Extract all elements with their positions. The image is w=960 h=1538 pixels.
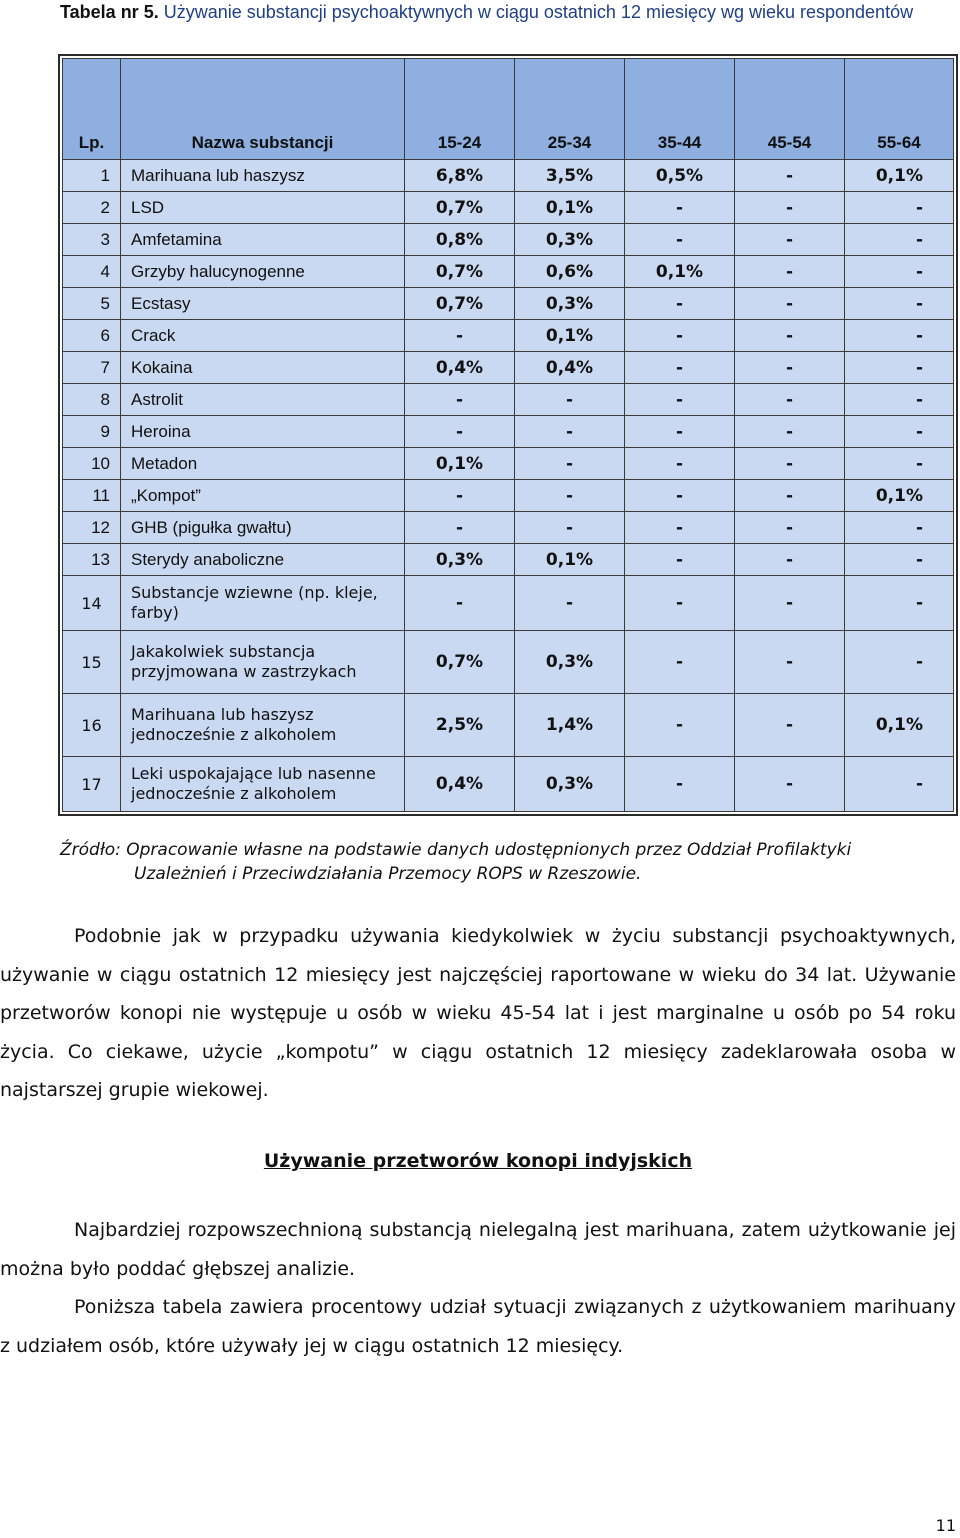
value-cell: - (405, 384, 515, 416)
value-cell: 0,1% (845, 480, 954, 512)
value-cell: 0,8% (405, 224, 515, 256)
table-row (63, 480, 954, 512)
row-number: 5 (63, 288, 121, 320)
value-cell: - (625, 288, 735, 320)
table-row (63, 576, 954, 631)
page-number: 11 (935, 1516, 956, 1535)
substance-name: Grzyby halucynogenne (121, 256, 405, 288)
row-number: 12 (63, 512, 121, 544)
value-cell: 0,6% (515, 256, 625, 288)
row-number: 2 (63, 192, 121, 224)
row-number: 16 (63, 694, 121, 757)
row-number: 8 (63, 384, 121, 416)
table-row (63, 224, 954, 256)
substance-name: „Kompot” (121, 480, 405, 512)
caption-label: Tabela nr 5. (60, 2, 159, 22)
row-number: 17 (63, 757, 121, 812)
value-cell: - (845, 757, 954, 812)
value-cell: - (625, 512, 735, 544)
column-header-5: 45-54 (735, 59, 845, 160)
substance-name: Ecstasy (121, 288, 405, 320)
row-number: 14 (63, 576, 121, 631)
value-cell: - (625, 320, 735, 352)
value-cell: - (845, 448, 954, 480)
value-cell: - (845, 352, 954, 384)
value-cell: - (845, 416, 954, 448)
column-header-1: Nazwa substancji (121, 59, 405, 160)
value-cell: 0,3% (515, 757, 625, 812)
paragraph-1-text: Podobnie jak w przypadku używania kiedykolwiek w życiu substancji psychoaktywnych, używanie w ciągu ostatnich 12 miesięcy jest najczęściej raportowane w wieku do 34 lat. Używanie przetworów konopi nie występuje u osób w wieku 45-54 lat i jest marginalne u osób po 54 roku życia. Co ciekawe, użycie „kompotu” w ciągu ostatnich 12 miesięcy zadeklarowała osoba w najstarszej grupie wiekowej. (0, 925, 956, 1101)
value-cell: - (405, 416, 515, 448)
table-row (63, 631, 954, 694)
value-cell: - (735, 352, 845, 384)
substance-name: Leki uspokajające lub nasenne jednocześnie z alkoholem (121, 757, 405, 812)
paragraph-3 (0, 1288, 956, 1365)
value-cell: 0,3% (405, 544, 515, 576)
column-header-4: 35-44 (625, 59, 735, 160)
value-cell: - (515, 384, 625, 416)
value-cell: - (845, 256, 954, 288)
value-cell: - (625, 757, 735, 812)
source-line-2: Uzależnień i Przeciwdziałania Przemocy ROPS w Rzeszowie. (134, 864, 642, 884)
value-cell: - (625, 352, 735, 384)
value-cell: - (625, 384, 735, 416)
paragraph-2-text: Najbardziej rozpowszechnioną substancją nielegalną jest marihuana, zatem użytkowanie jej można było poddać głębszej analizie. (0, 1219, 956, 1280)
value-cell: 3,5% (515, 160, 625, 192)
value-cell: - (625, 544, 735, 576)
value-cell: - (735, 631, 845, 694)
value-cell: - (625, 694, 735, 757)
value-cell: 0,7% (405, 192, 515, 224)
section-heading: Używanie przetworów konopi indyjskich (263, 1150, 693, 1172)
substance-name: Astrolit (121, 384, 405, 416)
substance-name: Jakakolwiek substancja przyjmowana w zastrzykach (121, 631, 405, 694)
table-row (63, 320, 954, 352)
value-cell: - (735, 288, 845, 320)
value-cell: - (625, 631, 735, 694)
row-number: 15 (63, 631, 121, 694)
source-line-1: Źródło: Opracowanie własne na podstawie danych udostępnionych przez Oddział Profilaktyki (60, 840, 852, 860)
row-number: 9 (63, 416, 121, 448)
value-cell: - (735, 448, 845, 480)
substance-use-table (58, 54, 958, 816)
paragraph-3-text: Poniższa tabela zawiera procentowy udział sytuacji związanych z użytkowaniem marihuany z udziałem osób, które używały jej w ciągu ostatnich 12 miesięcy. (0, 1296, 956, 1357)
value-cell: - (735, 224, 845, 256)
table-row (63, 416, 954, 448)
value-cell: - (625, 224, 735, 256)
value-cell: - (515, 480, 625, 512)
value-cell: - (515, 416, 625, 448)
column-header-6: 55-64 (845, 59, 954, 160)
paragraph-1 (0, 917, 956, 1110)
value-cell: - (845, 576, 954, 631)
value-cell: 1,4% (515, 694, 625, 757)
value-cell: 0,1% (515, 320, 625, 352)
column-header-2: 15-24 (405, 59, 515, 160)
value-cell: - (515, 512, 625, 544)
table-row (63, 448, 954, 480)
row-number: 3 (63, 224, 121, 256)
value-cell: - (625, 416, 735, 448)
value-cell: 2,5% (405, 694, 515, 757)
value-cell: - (625, 192, 735, 224)
substance-name: Crack (121, 320, 405, 352)
value-cell: 0,7% (405, 288, 515, 320)
substance-name: Metadon (121, 448, 405, 480)
value-cell: 0,5% (625, 160, 735, 192)
value-cell: 0,3% (515, 224, 625, 256)
value-cell: 0,1% (625, 256, 735, 288)
table-row (63, 256, 954, 288)
row-number: 1 (63, 160, 121, 192)
table-row (63, 384, 954, 416)
table-header-row (63, 59, 954, 160)
substance-name: Marihuana lub haszysz jednocześnie z alkoholem (121, 694, 405, 757)
substance-name: Amfetamina (121, 224, 405, 256)
value-cell: - (735, 160, 845, 192)
value-cell: - (625, 480, 735, 512)
value-cell: 0,1% (845, 694, 954, 757)
value-cell: 0,1% (515, 544, 625, 576)
value-cell: - (735, 757, 845, 812)
value-cell: - (735, 576, 845, 631)
table-row (63, 288, 954, 320)
value-cell: - (735, 544, 845, 576)
value-cell: 0,4% (405, 757, 515, 812)
value-cell: 0,1% (515, 192, 625, 224)
substance-name: Heroina (121, 416, 405, 448)
value-cell: - (845, 224, 954, 256)
value-cell: - (405, 512, 515, 544)
row-number: 10 (63, 448, 121, 480)
row-number: 11 (63, 480, 121, 512)
value-cell: - (625, 448, 735, 480)
value-cell: - (735, 416, 845, 448)
row-number: 7 (63, 352, 121, 384)
caption-text: Używanie substancji psychoaktywnych w ciągu ostatnich 12 miesięcy wg wieku respondentów (163, 2, 914, 22)
value-cell: - (515, 448, 625, 480)
value-cell: - (735, 256, 845, 288)
value-cell: - (735, 192, 845, 224)
substance-name: Sterydy anaboliczne (121, 544, 405, 576)
value-cell: - (735, 384, 845, 416)
value-cell: 6,8% (405, 160, 515, 192)
value-cell: - (845, 320, 954, 352)
table-row (63, 694, 954, 757)
column-header-3: 25-34 (515, 59, 625, 160)
paragraph-2 (0, 1211, 956, 1288)
value-cell: 0,7% (405, 256, 515, 288)
table-row (63, 160, 954, 192)
value-cell: - (405, 576, 515, 631)
value-cell: - (845, 512, 954, 544)
column-header-0: Lp. (63, 59, 121, 160)
value-cell: - (625, 576, 735, 631)
value-cell: - (515, 576, 625, 631)
row-number: 13 (63, 544, 121, 576)
table-row (63, 544, 954, 576)
table-row (63, 757, 954, 812)
substance-name: Kokaina (121, 352, 405, 384)
value-cell: - (735, 480, 845, 512)
substance-name: Marihuana lub haszysz (121, 160, 405, 192)
value-cell: - (845, 384, 954, 416)
value-cell: 0,4% (515, 352, 625, 384)
value-cell: 0,3% (515, 631, 625, 694)
source-note (60, 838, 960, 886)
value-cell: 0,3% (515, 288, 625, 320)
value-cell: - (735, 320, 845, 352)
table-row (63, 192, 954, 224)
value-cell: - (845, 544, 954, 576)
value-cell: 0,1% (845, 160, 954, 192)
value-cell: - (405, 320, 515, 352)
value-cell: - (735, 512, 845, 544)
substance-name: GHB (pigułka gwałtu) (121, 512, 405, 544)
table-caption (60, 0, 940, 24)
value-cell: - (405, 480, 515, 512)
row-number: 4 (63, 256, 121, 288)
value-cell: - (845, 288, 954, 320)
value-cell: - (845, 631, 954, 694)
value-cell: 0,1% (405, 448, 515, 480)
value-cell: - (735, 694, 845, 757)
table-row (63, 512, 954, 544)
substance-name: Substancje wziewne (np. kleje, farby) (121, 576, 405, 631)
row-number: 6 (63, 320, 121, 352)
value-cell: - (845, 192, 954, 224)
table-body (63, 160, 954, 812)
value-cell: 0,4% (405, 352, 515, 384)
value-cell: 0,7% (405, 631, 515, 694)
table-row (63, 352, 954, 384)
substance-name: LSD (121, 192, 405, 224)
